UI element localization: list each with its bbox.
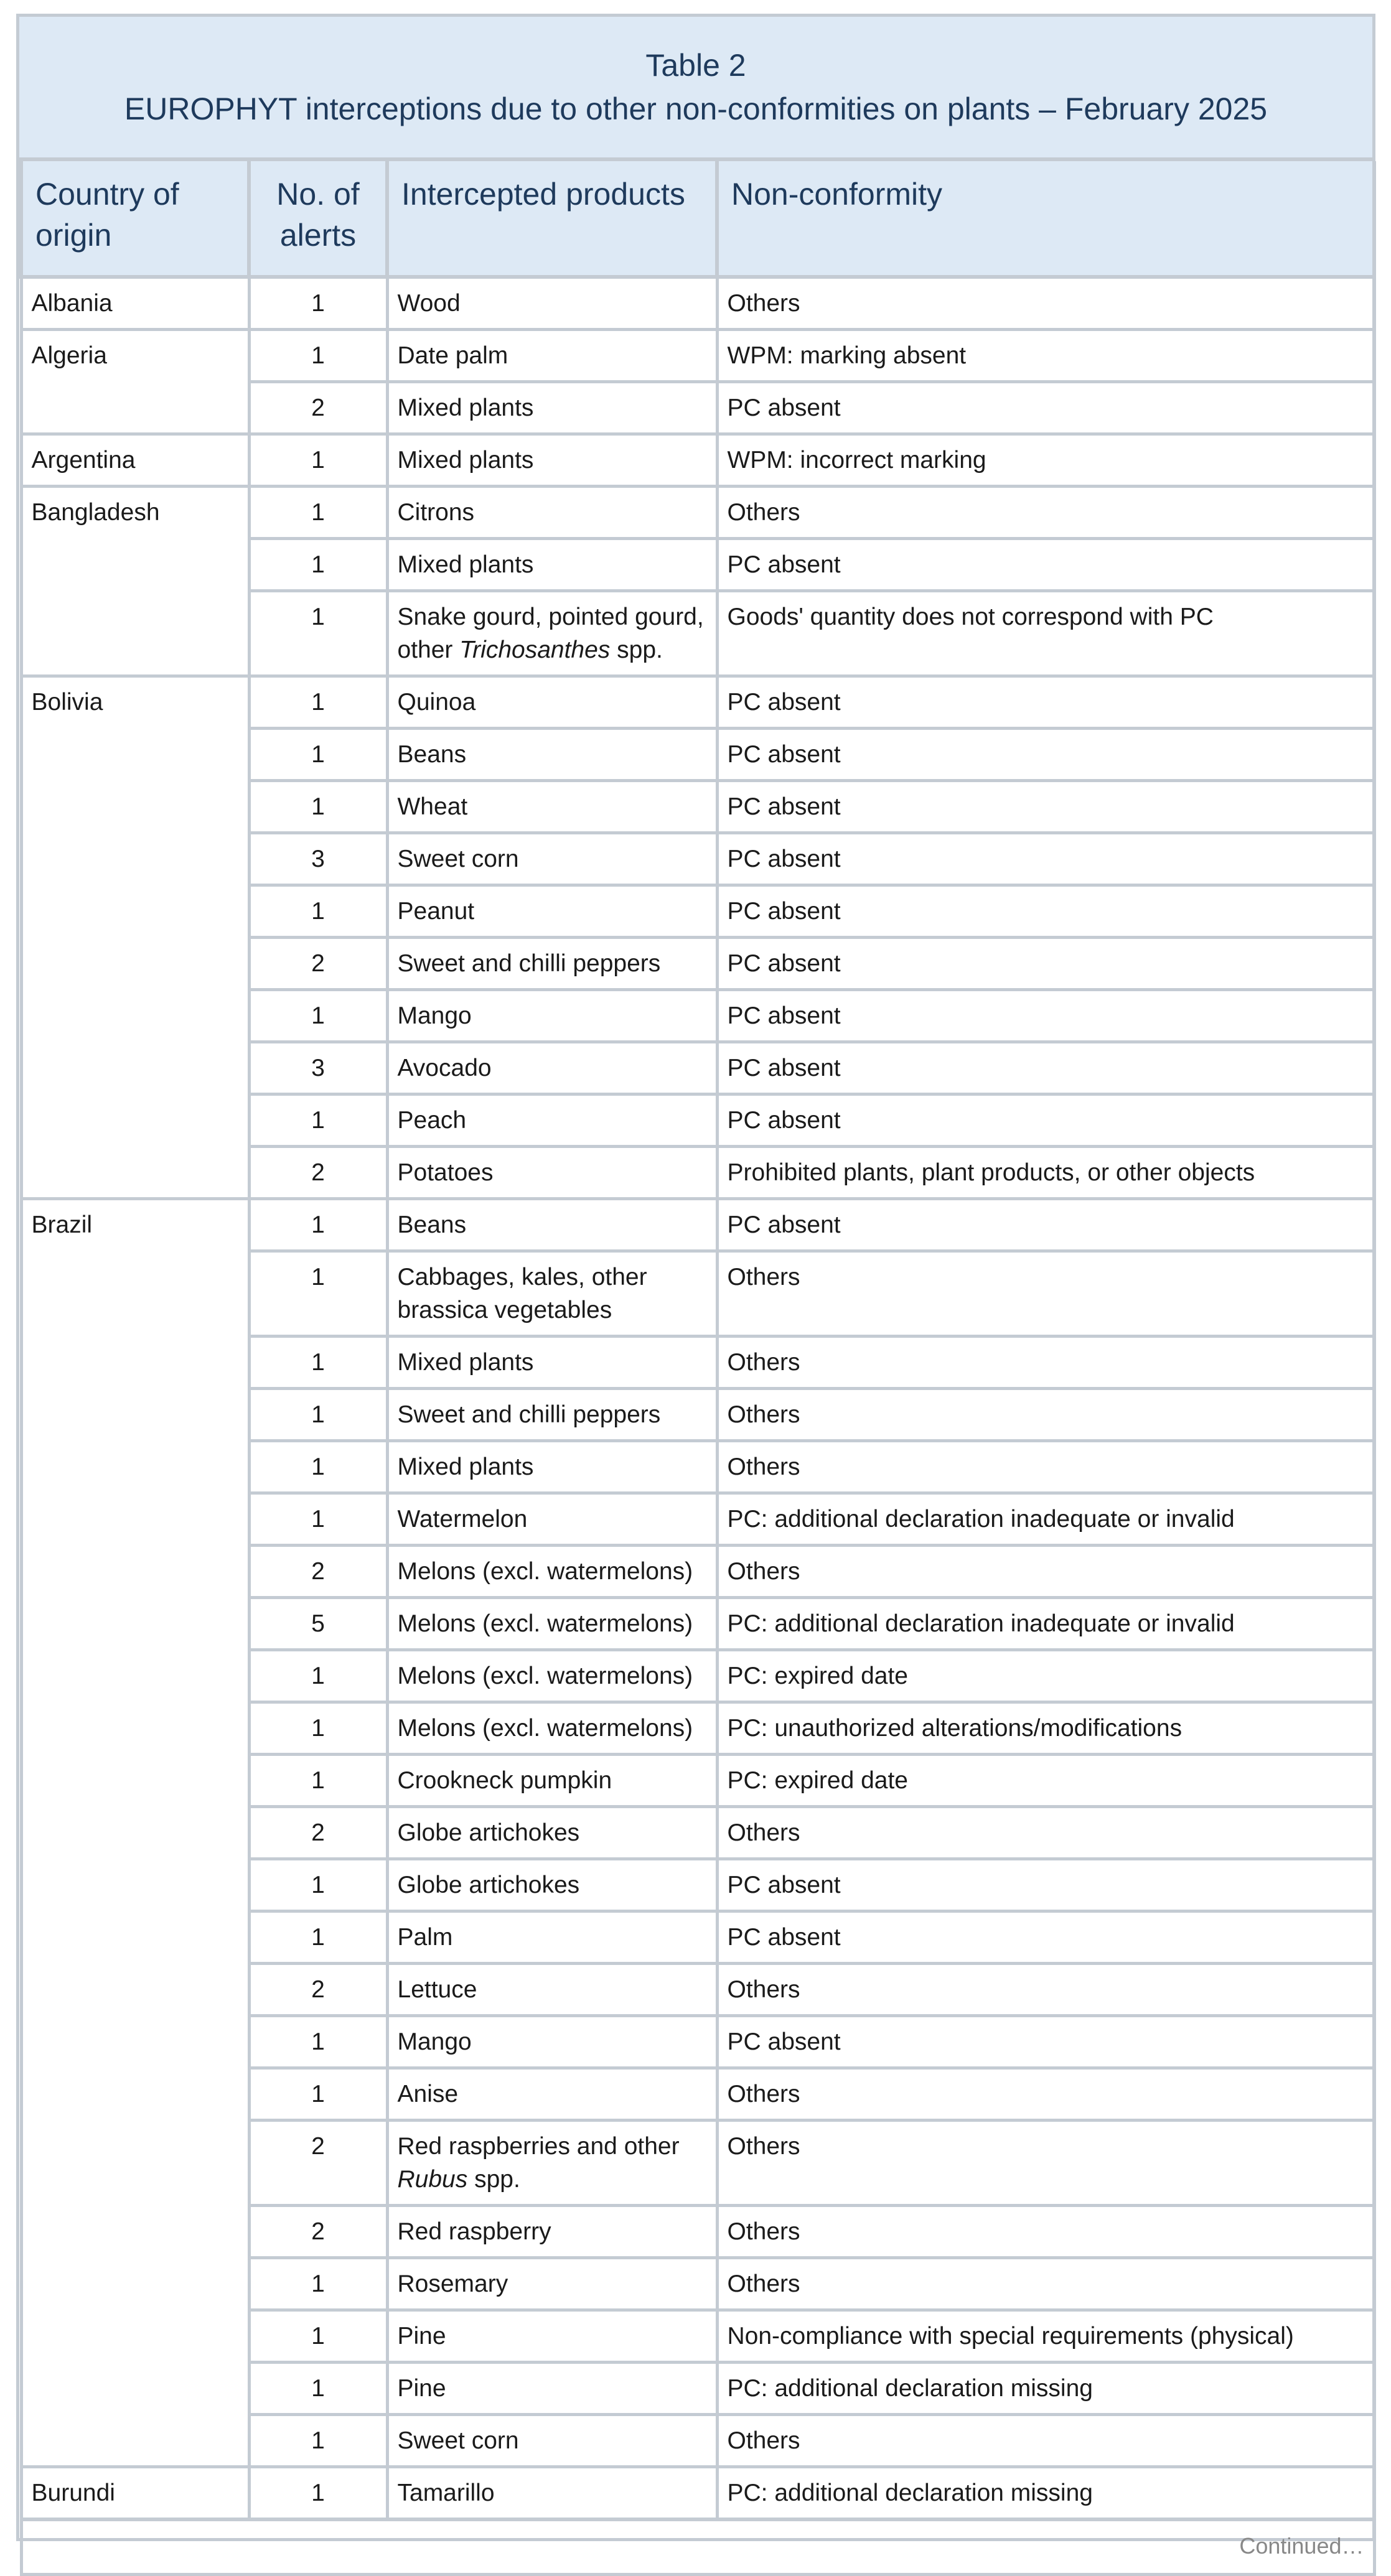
cell-nonconformity: PC absent	[717, 1199, 1374, 1251]
cell-alerts: 1	[249, 591, 387, 676]
cell-alerts: 1	[249, 2415, 387, 2467]
cell-product	[387, 2206, 717, 2258]
cell-nonconformity: PC absent	[717, 1042, 1374, 1094]
header-products: Intercepted products	[387, 161, 717, 277]
cell-product	[387, 1251, 717, 1337]
product-text: Avocado	[397, 1055, 492, 1081]
cell-alerts: 1	[249, 1650, 387, 1702]
cell-nonconformity: Others	[717, 2068, 1374, 2121]
cell-product	[387, 833, 717, 885]
cell-alerts: 1	[249, 330, 387, 382]
cell-nonconformity: PC absent	[717, 539, 1374, 591]
table-header-row	[21, 161, 1374, 277]
cell-alerts: 1	[249, 676, 387, 729]
cell-nonconformity: PC: additional declaration missing	[717, 2467, 1374, 2520]
cell-product	[387, 1859, 717, 1911]
product-suffix: spp.	[467, 2166, 520, 2193]
cell-product	[387, 382, 717, 434]
cell-alerts: 3	[249, 833, 387, 885]
cell-alerts: 2	[249, 2121, 387, 2206]
cell-nonconformity: Prohibited plants, plant products, or other objects	[717, 1147, 1374, 1199]
product-text: Sweet and chilli peppers	[397, 950, 661, 977]
cell-nonconformity: WPM: incorrect marking	[717, 434, 1374, 487]
cell-product	[387, 781, 717, 833]
cell-product	[387, 885, 717, 938]
cell-nonconformity: Others	[717, 2206, 1374, 2258]
product-text: Palm	[397, 1924, 453, 1951]
cell-product	[387, 2016, 717, 2068]
cell-alerts: 1	[249, 434, 387, 487]
cell-nonconformity: PC: additional declaration inadequate or invalid	[717, 1493, 1374, 1546]
cell-product	[387, 1911, 717, 1964]
table-title-number: Table 2	[645, 48, 746, 83]
product-text: Pine	[397, 2323, 446, 2350]
cell-product	[387, 1199, 717, 1251]
cell-alerts: 1	[249, 2467, 387, 2520]
product-genus: Rubus	[397, 2166, 468, 2193]
table-row	[21, 277, 1374, 330]
product-text: Melons (excl. watermelons)	[397, 1663, 693, 1689]
product-text: Date palm	[397, 342, 508, 369]
cell-product	[387, 1755, 717, 1807]
product-text: Tamarillo	[397, 2480, 495, 2506]
table-row	[21, 1199, 1374, 1251]
cell-alerts: 1	[249, 1251, 387, 1337]
cell-nonconformity: PC absent	[717, 885, 1374, 938]
cell-alerts: 1	[249, 277, 387, 330]
cell-country: Albania	[21, 277, 249, 330]
cell-nonconformity: Others	[717, 2121, 1374, 2206]
product-text: Mixed plants	[397, 1454, 534, 1480]
cell-alerts: 1	[249, 2310, 387, 2363]
cell-alerts: 1	[249, 885, 387, 938]
product-text: Melons (excl. watermelons)	[397, 1558, 693, 1585]
cell-alerts: 1	[249, 539, 387, 591]
cell-nonconformity: Others	[717, 1337, 1374, 1389]
cell-nonconformity: PC absent	[717, 1094, 1374, 1147]
cell-alerts: 1	[249, 990, 387, 1042]
product-text: Rosemary	[397, 2270, 508, 2297]
cell-country: Argentina	[21, 434, 249, 487]
cell-product	[387, 938, 717, 990]
table-row	[21, 487, 1374, 539]
cell-alerts: 1	[249, 2363, 387, 2415]
product-text: Peach	[397, 1107, 467, 1134]
cell-nonconformity: PC absent	[717, 1911, 1374, 1964]
cell-country: Burundi	[21, 2467, 249, 2520]
cell-nonconformity: PC absent	[717, 938, 1374, 990]
product-text: Mixed plants	[397, 1349, 534, 1376]
continued-note: Continued…	[21, 2519, 1374, 2574]
cell-product	[387, 539, 717, 591]
cell-product	[387, 2068, 717, 2121]
cell-product	[387, 2121, 717, 2206]
cell-product	[387, 990, 717, 1042]
cell-product	[387, 1964, 717, 2016]
product-genus: Trichosanthes	[459, 637, 611, 663]
product-text: Sweet and chilli peppers	[397, 1401, 661, 1428]
cell-alerts: 2	[249, 1546, 387, 1598]
header-alerts: No. of alerts	[249, 161, 387, 277]
cell-product	[387, 676, 717, 729]
cell-product	[387, 1147, 717, 1199]
cell-alerts: 1	[249, 487, 387, 539]
header-nonconformity: Non-conformity	[717, 161, 1374, 277]
cell-nonconformity: Others	[717, 1389, 1374, 1441]
product-text: Anise	[397, 2081, 459, 2107]
table-row	[21, 330, 1374, 382]
table-footer-row	[21, 2519, 1374, 2574]
cell-product	[387, 1094, 717, 1147]
product-text: Mixed plants	[397, 551, 534, 578]
cell-product	[387, 330, 717, 382]
cell-nonconformity: PC absent	[717, 833, 1374, 885]
cell-alerts: 1	[249, 1337, 387, 1389]
product-text: Mixed plants	[397, 394, 534, 421]
product-text: Lettuce	[397, 1976, 477, 2003]
cell-nonconformity: PC absent	[717, 781, 1374, 833]
cell-alerts: 1	[249, 2258, 387, 2310]
product-suffix: spp.	[610, 637, 663, 663]
cell-product	[387, 1807, 717, 1859]
cell-alerts: 2	[249, 382, 387, 434]
cell-nonconformity: PC absent	[717, 676, 1374, 729]
cell-country: Brazil	[21, 1199, 249, 2467]
cell-alerts: 1	[249, 1911, 387, 1964]
cell-nonconformity: Others	[717, 487, 1374, 539]
cell-nonconformity: PC: additional declaration missing	[717, 2363, 1374, 2415]
table-title-block	[19, 17, 1372, 161]
table-frame	[16, 14, 1375, 2559]
cell-product	[387, 2363, 717, 2415]
cell-nonconformity: Others	[717, 1251, 1374, 1337]
cell-product	[387, 487, 717, 539]
product-text: Sweet corn	[397, 2427, 519, 2454]
cell-alerts: 1	[249, 2016, 387, 2068]
cell-product	[387, 277, 717, 330]
product-text: Pine	[397, 2375, 446, 2402]
product-text: Beans	[397, 741, 467, 768]
cell-alerts: 3	[249, 1042, 387, 1094]
cell-alerts: 1	[249, 781, 387, 833]
cell-alerts: 5	[249, 1598, 387, 1650]
cell-nonconformity: PC: expired date	[717, 1755, 1374, 1807]
product-text: Mixed plants	[397, 447, 534, 474]
cell-nonconformity: WPM: marking absent	[717, 330, 1374, 382]
table-row	[21, 434, 1374, 487]
cell-product	[387, 1650, 717, 1702]
cell-product	[387, 1546, 717, 1598]
cell-nonconformity: Others	[717, 1964, 1374, 2016]
cell-alerts: 1	[249, 729, 387, 781]
product-text: Globe artichokes	[397, 1872, 580, 1898]
table-row	[21, 2467, 1374, 2520]
cell-nonconformity: PC absent	[717, 990, 1374, 1042]
cell-nonconformity: Non-compliance with special requirements (physical)	[717, 2310, 1374, 2363]
cell-product	[387, 1441, 717, 1493]
table-title-caption: EUROPHYT interceptions due to other non-conformities on plants – February 2025	[124, 91, 1268, 126]
cell-product	[387, 1598, 717, 1650]
product-text: Sweet corn	[397, 846, 519, 872]
cell-product	[387, 2467, 717, 2520]
header-country: Country of origin	[21, 161, 249, 277]
interceptions-table	[19, 161, 1376, 2576]
cell-nonconformity: PC absent	[717, 729, 1374, 781]
cell-product	[387, 2415, 717, 2467]
product-text: Citrons	[397, 499, 475, 526]
product-text: Crookneck pumpkin	[397, 1767, 612, 1794]
product-text: Globe artichokes	[397, 1819, 580, 1846]
cell-nonconformity: Others	[717, 1807, 1374, 1859]
cell-nonconformity: PC absent	[717, 382, 1374, 434]
cell-nonconformity: PC absent	[717, 1859, 1374, 1911]
cell-alerts: 1	[249, 1755, 387, 1807]
product-text: Wood	[397, 290, 461, 317]
cell-product	[387, 434, 717, 487]
product-text: Mango	[397, 1002, 472, 1029]
cell-alerts: 1	[249, 1859, 387, 1911]
product-text: Wheat	[397, 793, 468, 820]
product-text: Red raspberry	[397, 2218, 551, 2245]
cell-alerts: 2	[249, 1147, 387, 1199]
cell-nonconformity: PC: expired date	[717, 1650, 1374, 1702]
cell-product	[387, 1702, 717, 1755]
product-text: Melons (excl. watermelons)	[397, 1610, 693, 1637]
cell-nonconformity: Others	[717, 2415, 1374, 2467]
cell-alerts: 1	[249, 2068, 387, 2121]
cell-country: Bolivia	[21, 676, 249, 1199]
product-text: Snake gourd, pointed gourd, other	[397, 604, 704, 663]
cell-product	[387, 2310, 717, 2363]
cell-product	[387, 729, 717, 781]
product-text: Red raspberries and other	[397, 2133, 680, 2160]
cell-product	[387, 591, 717, 676]
product-text: Mango	[397, 2028, 472, 2055]
cell-alerts: 1	[249, 1441, 387, 1493]
product-text: Beans	[397, 1211, 467, 1238]
product-text: Peanut	[397, 898, 475, 925]
cell-alerts: 2	[249, 2206, 387, 2258]
cell-nonconformity: Goods' quantity does not correspond with PC	[717, 591, 1374, 676]
cell-alerts: 2	[249, 938, 387, 990]
cell-alerts: 1	[249, 1199, 387, 1251]
cell-nonconformity: PC absent	[717, 2016, 1374, 2068]
cell-product	[387, 1389, 717, 1441]
cell-product	[387, 2258, 717, 2310]
product-text: Melons (excl. watermelons)	[397, 1715, 693, 1742]
cell-nonconformity: Others	[717, 277, 1374, 330]
cell-alerts: 2	[249, 1964, 387, 2016]
cell-nonconformity: PC: unauthorized alterations/modifications	[717, 1702, 1374, 1755]
product-text: Cabbages, kales, other brassica vegetables	[397, 1264, 647, 1323]
cell-nonconformity: Others	[717, 1441, 1374, 1493]
cell-nonconformity: PC: additional declaration inadequate or invalid	[717, 1598, 1374, 1650]
cell-alerts: 2	[249, 1807, 387, 1859]
cell-alerts: 1	[249, 1493, 387, 1546]
cell-product	[387, 1042, 717, 1094]
cell-nonconformity: Others	[717, 2258, 1374, 2310]
cell-alerts: 1	[249, 1702, 387, 1755]
cell-country: Bangladesh	[21, 487, 249, 676]
cell-product	[387, 1337, 717, 1389]
table-row	[21, 676, 1374, 729]
product-text: Quinoa	[397, 689, 476, 716]
product-text: Watermelon	[397, 1506, 528, 1533]
cell-alerts: 1	[249, 1389, 387, 1441]
cell-product	[387, 1493, 717, 1546]
product-text: Potatoes	[397, 1159, 494, 1186]
cell-alerts: 1	[249, 1094, 387, 1147]
cell-nonconformity: Others	[717, 1546, 1374, 1598]
table-body	[21, 277, 1374, 2519]
cell-country: Algeria	[21, 330, 249, 434]
